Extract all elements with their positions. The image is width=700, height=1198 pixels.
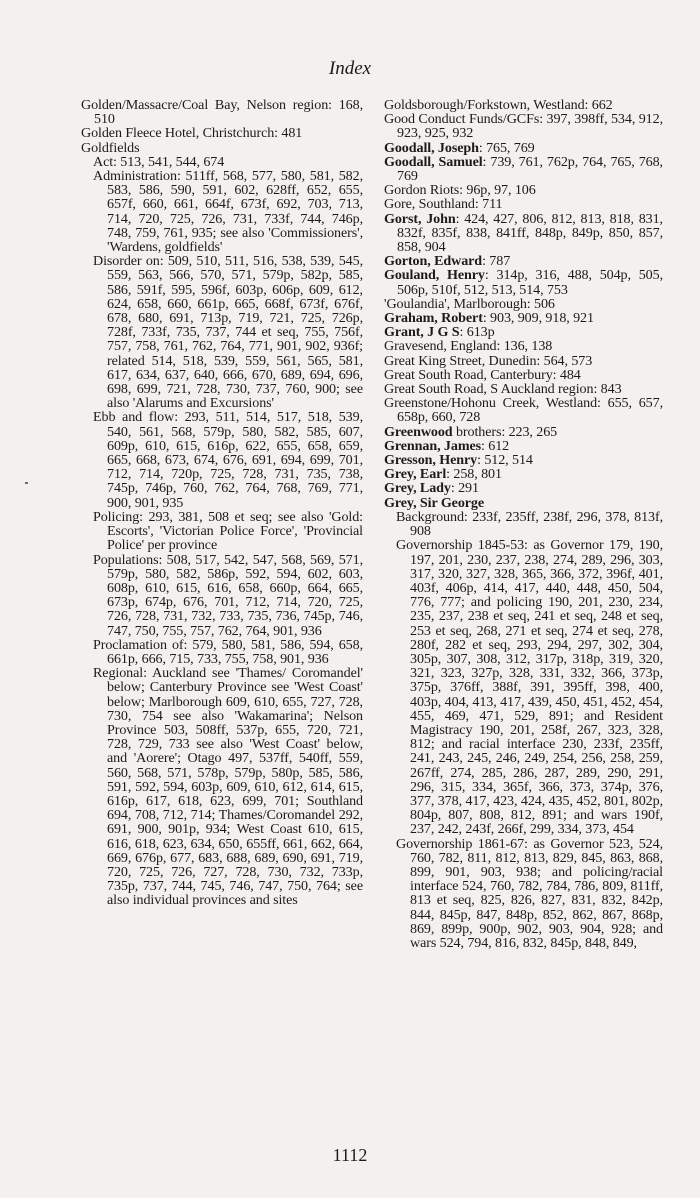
index-entry [384, 268, 663, 296]
index-entry [384, 425, 663, 439]
index-entry-text: Proclamation of: 579, 580, 581, 586, 594, 658, 661p, 666, 715, 733, 755, 758, 901, 936 [93, 636, 363, 667]
index-entry-name: Grey, Lady [384, 480, 451, 497]
index-entry-text: : 424, 427, 806, 812, 813, 818, 831, 832f, 835f, 838, 841ff, 848p, 849p, 850, 857, 858, 904 [397, 210, 663, 256]
index-entry-name: Grennan, James [384, 437, 482, 454]
index-entry-text: Golden Fleece Hotel, Christchurch: 481 [81, 125, 303, 142]
index-subentry [384, 510, 663, 538]
index-entry-text: Golden/Massacre/Coal Bay, Nelson region: 168, 510 [81, 97, 363, 128]
index-entry [384, 311, 663, 325]
index-subentry [384, 538, 663, 836]
index-entry [384, 141, 663, 155]
index-entry-name: Gorst, John [384, 210, 456, 227]
index-entry-text: : 787 [482, 253, 511, 270]
index-entry-text: : 612 [481, 437, 510, 454]
index-entry [384, 325, 663, 339]
index-entry-text: Act: 513, 541, 544, 674 [93, 153, 225, 170]
index-subentry [81, 638, 363, 666]
index-entry-text: Gordon Riots: 96p, 97, 106 [384, 182, 536, 199]
index-entry-name: Grey, Earl [384, 466, 447, 483]
index-subentry [81, 553, 363, 638]
index-entry-text: Regional: Auckland see 'Thames/ Coromandel' below; Canterbury Province see 'West Coast' below; Marlborough 609, 610, 655, 727, 728, 730, 754 see also 'Wakamarina'; Nelson Province 503, 508ff, 537p, 655, 720, 721, 728, 729, 733 see also 'West Coast' below, and 'Aorere'; Otago 497, 537ff, 540ff, 559, 560, 568, 571, 578p, 579p, 580p, 585, 586, 591, 592, 594, 603p, 609, 610, 612, 614, 615, 616p, 617, 618, 623, 699, 701; Southland 694, 708, 712, 714; Thames/Coromandel 292, 691, 900, 901p, 934; West Coast 610, 615, 616, 618, 623, 634, 650, 655ff, 661, 662, 664, 669, 676p, 677, 683, 688, 689, 690, 691, 719, 720, 725, 726, 727, 728, 730, 732, 733p, 735p, 737, 744, 745, 746, 747, 750, 764; see also individual provinces and sites [93, 665, 363, 909]
index-entry-text: Ebb and flow: 293, 511, 514, 517, 518, 539, 540, 561, 568, 579p, 580, 582, 585, 607, 609p, 610, 615, 616p, 622, 655, 658, 659, 665, 668, 673, 674, 676, 691, 694, 699, 701, 712, 714, 720p, 725, 728, 731, 735, 738, 745p, 746p, 760, 762, 764, 768, 769, 771, 900, 901, 935 [93, 409, 363, 511]
index-column-left [81, 98, 363, 908]
index-entry [384, 439, 663, 453]
index-subentry [81, 666, 363, 907]
index-entry-text: Great South Road, S Auckland region: 843 [384, 381, 622, 398]
index-entry [384, 155, 663, 183]
index-entry [81, 141, 363, 155]
index-entry-name: Gresson, Henry [384, 452, 478, 469]
index-entry [384, 453, 663, 467]
index-entry [384, 368, 663, 382]
index-entry-text: brothers: 223, 265 [452, 423, 558, 440]
index-entry [384, 183, 663, 197]
index-entry-text: Gravesend, England: 136, 138 [384, 338, 553, 355]
index-entry [384, 98, 663, 112]
index-entry-name: Graham, Robert [384, 310, 483, 327]
index-subentry [81, 410, 363, 509]
index-entry-text: Populations: 508, 517, 542, 547, 568, 569, 571, 579p, 580, 582, 586p, 592, 594, 602, 603, 608p, 610, 615, 616, 658, 660p, 664, 665, 673p, 674p, 676, 701, 712, 714, 720, 725, 726, 728, 731, 732, 733, 735, 736, 745p, 746, 747, 750, 755, 757, 762, 764, 901, 936 [93, 551, 363, 639]
index-entry-text: : 739, 761, 762p, 764, 765, 768, 769 [397, 153, 663, 185]
index-subentry [81, 510, 363, 553]
index-entry-text: Greenstone/Hohonu Creek, Westland: 655, 657, 658p, 660, 728 [384, 395, 663, 426]
index-entry-text: Governorship 1845-53: as Governor 179, 190, 197, 201, 230, 237, 238, 274, 289, 296, 303, 317, 320, 327, 328, 365, 366, 372, 396f, 401, 403f, 406p, 414, 417, 440, 448, 450, 504, 776, 777; and policing 190, 201, 230, 234, 235, 237, 238 et seq, 241 et seq, 248 et seq, 253 et seq, 268, 271 et seq, 274 et seq, 278, 280f, 282 et seq, 293, 294, 297, 302, 304, 305p, 307, 308, 312, 317p, 318p, 319, 320, 321, 323, 327p, 328, 331, 332, 366, 373p, 375p, 376ff, 388f, 391, 395ff, 398, 400, 403p, 404, 413, 417, 439, 450, 451, 452, 454, 455, 469, 471, 529, 891; and Resident Magistracy 190, 201, 258f, 267, 323, 328, 812; and racial interface 230, 233f, 235ff, 241, 243, 245, 246, 249, 254, 256, 258, 259, 267ff, 274, 285, 286, 287, 289, 290, 291, 296, 315, 334, 365f, 366, 373, 374p, 376, 377, 378, 417, 423, 424, 435, 452, 801, 802p, 804p, 807, 808, 812, 891; and wars 190f, 237, 242, 243f, 266f, 299, 334, 373, 454 [396, 537, 663, 838]
index-subentry [384, 837, 663, 951]
index-entry [384, 254, 663, 268]
index-entry-text: : 613p [459, 324, 495, 341]
index-entry [384, 339, 663, 353]
index-entry-text: Great King Street, Dunedin: 564, 573 [384, 352, 593, 369]
index-entry-text: : 314p, 316, 488, 504p, 505, 506p, 510f, 512, 513, 514, 753 [397, 267, 663, 298]
index-entry-name: Goodall, Samuel [384, 153, 483, 170]
index-entry-text: : 903, 909, 918, 921 [482, 310, 594, 327]
index-entry-text: Disorder on: 509, 510, 511, 516, 538, 539, 545, 559, 563, 566, 570, 571, 579p, 582p, 585, 586, 591f, 595, 596f, 603p, 606p, 609, 612, 624, 658, 660, 661p, 665, 668f, 673f, 676f, 678, 680, 691, 713p, 719, 721, 725, 726p, 728f, 733f, 735, 737, 744 et seq, 755, 756f, 757, 758, 761, 762, 764, 771, 901, 902, 936f; related 514, 518, 539, 559, 561, 565, 581, 617, 634, 637, 640, 666, 670, 689, 694, 696, 698, 699, 721, 728, 730, 737, 760, 900; see also 'Alarums and Excursions' [93, 253, 363, 412]
index-subentry [81, 155, 363, 169]
page-title: Index [328, 58, 372, 79]
index-entry-text: Goldsborough/Forkstown, Westland: 662 [384, 97, 613, 113]
index-entry [384, 396, 663, 424]
index-entry [384, 496, 663, 510]
index-entry-text: Good Conduct Funds/GCFs: 397, 398ff, 534, 912, 923, 925, 932 [384, 111, 663, 142]
index-entry-name: Gorton, Edward [384, 253, 483, 270]
index-entry [384, 467, 663, 481]
scan-speck [25, 482, 28, 484]
index-entry [384, 212, 663, 255]
index-entry-text: Administration: 511ff, 568, 577, 580, 581, 582, 583, 586, 590, 591, 602, 628ff, 652, 655, 657f, 660, 661, 664f, 673f, 692, 703, 713, 714, 720, 725, 726, 731, 733f, 744, 746p, 748, 759, 761, 935; see also 'Commissioners', 'Wardens, goldfields' [93, 168, 363, 256]
index-entry-text: Gore, Southland: 711 [384, 196, 503, 213]
index-entry-text: Great South Road, Canterbury: 484 [384, 366, 581, 383]
index-entry [81, 126, 363, 140]
page-number: 1112 [332, 1145, 368, 1165]
index-entry-text: Background: 233f, 235ff, 238f, 296, 378, 813f, 908 [396, 508, 663, 540]
index-entry [384, 382, 663, 396]
index-entry-name: Greenwood [384, 423, 453, 440]
index-subentry [81, 169, 363, 254]
index-entry-text: 'Goulandia', Marlborough: 506 [384, 295, 555, 312]
index-entry-text: : 765, 769 [478, 139, 535, 156]
index-entry-text: Policing: 293, 381, 508 et seq; see also 'Gold: Escorts', 'Victorian Police Force', 'Provincial Police' per province [93, 508, 363, 554]
index-entry-text: : 258, 801 [446, 466, 502, 483]
index-entry-text: Governorship 1861-67: as Governor 523, 524, 760, 782, 811, 812, 813, 829, 845, 863, 868, 899, 901, 903, 938; and policing/racial interface 524, 760, 782, 784, 786, 809, 811ff, 813 et seq, 825, 826, 827, 831, 832, 842p, 844, 845p, 847, 848p, 852, 862, 867, 868p, 869, 899p, 900p, 902, 903, 904, 928; and wars 524, 794, 816, 832, 845p, 848, 849, [396, 835, 663, 951]
index-column-right [384, 98, 663, 950]
index-entry-name: Grant, J G S [384, 324, 460, 341]
index-entry [384, 481, 663, 495]
index-entry-text: : 512, 514 [477, 452, 533, 469]
index-entry-text: Goldfields [81, 139, 140, 156]
index-subentry [81, 254, 363, 410]
index-entry [81, 98, 363, 126]
index-entry [384, 297, 663, 311]
index-entry-text: : 291 [450, 480, 479, 497]
index-entry [384, 354, 663, 368]
index-entry [384, 112, 663, 140]
index-entry-name: Goodall, Joseph [384, 139, 479, 156]
index-entry-name: Grey, Sir George [384, 494, 485, 511]
index-entry-name: Gouland, Henry [384, 267, 485, 284]
index-entry [384, 197, 663, 211]
